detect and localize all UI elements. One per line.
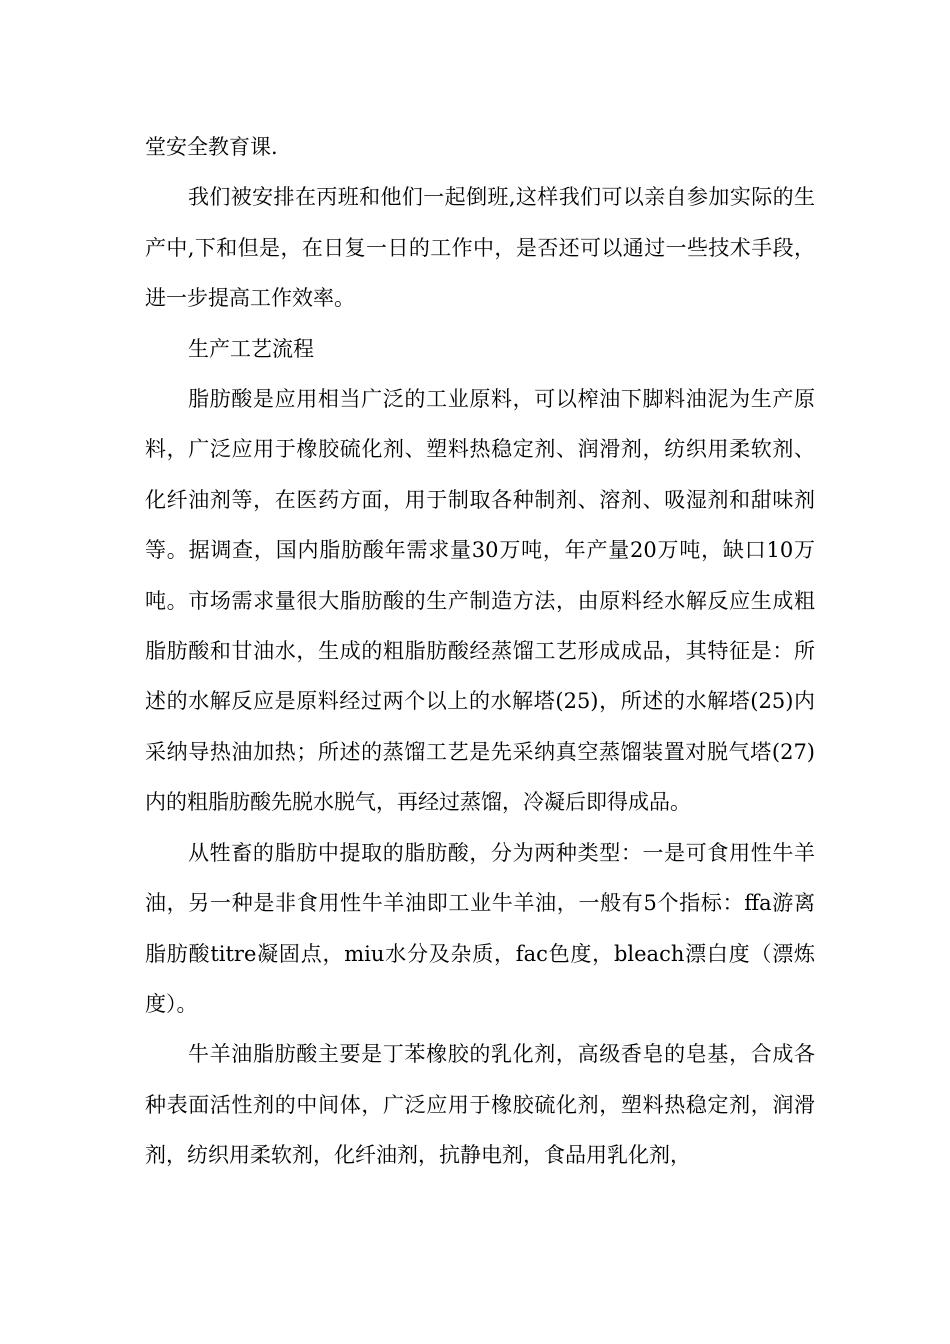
paragraph-continuation: 堂安全教育课. [145, 135, 278, 159]
paragraph-fatty-acid-process: 脂肪酸是应用相当广泛的工业原料，可以榨油下脚料油泥为生产原料，广泛应用于橡胶硫化剂、塑料热稳定剂、润滑剂，纺织用柔软剂、化纤油剂等，在医药方面，用于制取各种制剂、溶剂、吸湿剂和甜味剂等。据调查，国内脂肪酸年需求量30万吨，年产量20万吨，缺口10万吨。市场需求量很大脂肪酸的生产制造方法，由原料经水解反应生成粗脂肪酸和甘油水，生成的粗脂肪酸经蒸馏工艺形成成品，其特征是：所述的水解反应是原料经过两个以上的水解塔(25)，所述的水解塔(25)内采纳导热油加热；所述的蒸馏工艺是先采纳真空蒸馏装置对脱气塔(27)内的粗脂肪酸先脱水脱气，再经过蒸馏，冷凝后即得成品。 [145, 387, 815, 815]
document-body [145, 122, 815, 1181]
section-heading: 生产工艺流程 [188, 336, 314, 361]
paragraph-tallow-types: 从牲畜的脂肪中提取的脂肪酸，分为两种类型：一是可食用性牛羊油，另一种是非食用性牛羊油即工业牛羊油，一般有5个指标：ffa游离脂肪酸titre凝固点，miu水分及杂质，fac色度，bleach漂白度（漂炼度）。 [145, 840, 815, 1016]
paragraph-tallow-uses: 牛羊油脂肪酸主要是丁苯橡胶的乳化剂，高级香皂的皂基，合成各种表面活性剂的中间体，广泛应用于橡胶硫化剂，塑料热稳定剂，润滑剂，纺织用柔软剂，化纤油剂，抗静电剂，食品用乳化剂， [145, 1042, 815, 1168]
paragraph-shift-arrangement: 我们被安排在丙班和他们一起倒班,这样我们可以亲自参加实际的生产中,下和但是，在日复一日的工作中，是否还可以通过一些技术手段，进一步提高工作效率。 [145, 185, 815, 311]
